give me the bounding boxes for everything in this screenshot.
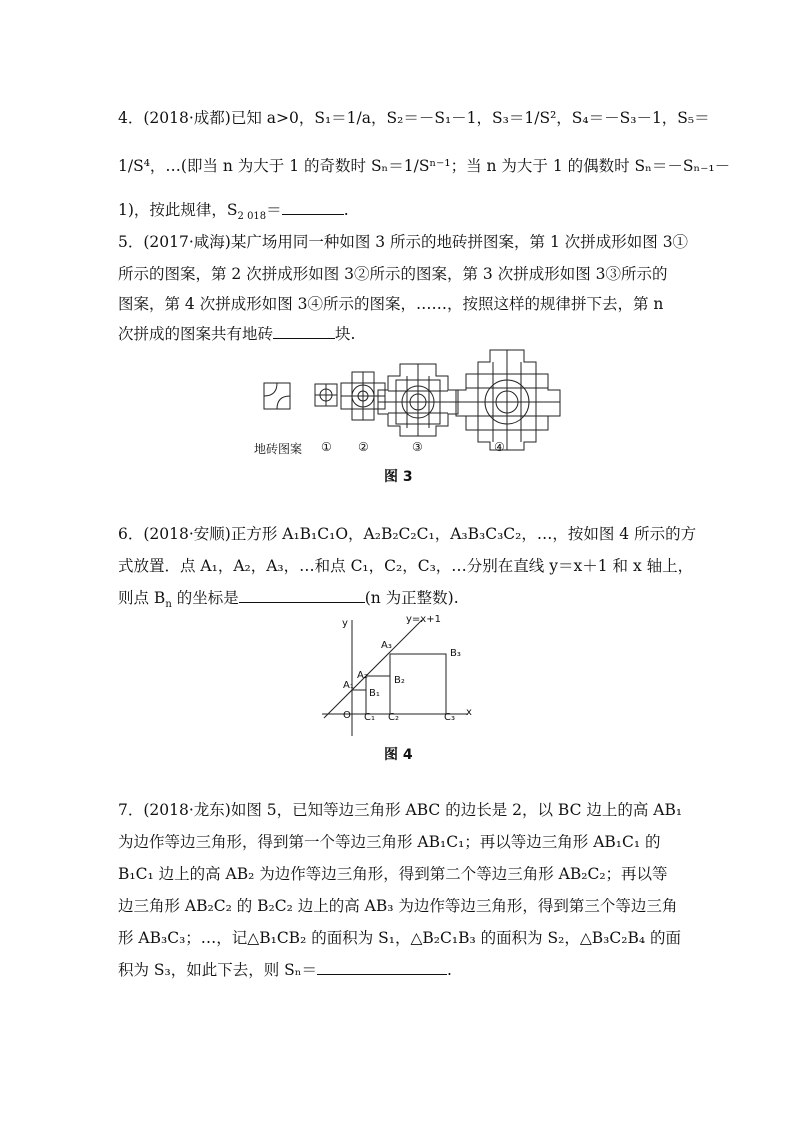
fig4-C3: C₃ [444,712,455,723]
q4-period: . [343,201,349,219]
fig4-line-label: y=x+1 [406,614,441,625]
fig4-x-label: x [466,707,472,718]
square-1 [352,690,366,714]
fig3-label-4: ④ [494,440,505,454]
q5-line-4-suffix: 块. [335,325,356,343]
q6-line-3-mid: 的坐标是 [171,589,239,607]
q5-line-4 [118,324,355,344]
q4-line-2: 1/S⁴，…(即当 n 为大于 1 的奇数时 Sₙ＝1/Sⁿ⁻¹；当 n 为大于 1 的偶数时 Sₙ＝－Sₙ₋₁－ [118,157,731,175]
q4-line-1: 4．(2018·成都)已知 a>0，S₁＝1/a，S₂＝－S₁－1，S₃＝1/S²，S₄＝－S₃－1，S₅＝ [118,109,710,127]
figure-3-tile-patterns [0,350,794,440]
q5-line-1: 5．(2017·咸海)某广场用同一种如图 3 所示的地砖拼图案，第 1 次拼成形如图 3① [118,233,689,251]
fig3-label-tile: 地砖图案 [254,442,303,456]
q6-line-3-suffix: (n 为正整数). [364,589,459,607]
pattern-4 [456,350,560,450]
fig4-A1: A₁ [343,680,354,691]
fig4-B1: B₁ [369,688,380,699]
q7-line-6-prefix: 积为 S₃，如此下去，则 Sₙ＝ [118,961,318,979]
fig4-B3: B₃ [450,648,461,659]
q7-line-4: 边三角形 AB₂C₂ 的 B₂C₂ 边上的高 AB₃ 为边作等边三角形，得到第三个等边三角 [118,897,678,915]
q7-line-6 [118,960,452,980]
q7-answer-blank [317,960,447,975]
fig4-caption: 图 4 [384,747,413,763]
fig3-label-3: ③ [412,440,423,454]
fig4-C1: C₁ [364,712,375,723]
q7-period: . [447,961,452,979]
q4-line-3 [118,200,349,227]
fig4-O: O [343,710,351,721]
q5-answer-blank [273,324,335,339]
fig3-label-1: ① [321,440,332,454]
q4-answer-blank [282,200,344,215]
fig4-A2: A₂ [357,670,368,681]
q6-line-1: 6．(2018·安顺)正方形 A₁B₁C₁O，A₂B₂C₂C₁，A₃B₃C₃C₂，…，按如图 4 所示的方 [118,525,697,543]
q6-line-3 [118,588,459,615]
q7-line-1: 7．(2018·龙东)如图 5，已知等边三角形 ABC 的边长是 2，以 BC 边上的高 AB₁ [118,801,683,819]
fig4-A3: A₃ [381,640,392,651]
q7-line-2: 为边作等边三角形，得到第一个等边三角形 AB₁C₁；再以等边三角形 AB₁C₁ 的 [118,833,661,851]
q6-line-2: 式放置．点 A₁，A₂，A₃，…和点 C₁，C₂，C₃，…分别在直线 y＝x＋1 和 x 轴上， [118,557,694,575]
tile-unit [264,383,290,409]
q6-answer-blank [239,588,365,603]
q4-subscript: 2 018 [237,211,267,223]
q5-line-3: 图案，第 4 次拼成形如图 3④所示的图案，……，按照这样的规律拼下去，第 n [118,295,664,313]
q4-line-3-prefix: 1)，按此规律，S [118,201,238,219]
line-y-eq-x-plus-1 [324,620,422,718]
pattern-3 [378,364,458,436]
fig4-C2: C₂ [388,712,399,723]
q6-line-3-prefix: 则点 B [118,589,166,607]
fig3-label-2: ② [358,440,369,454]
fig4-y-label: y [342,618,348,629]
fig3-caption: 图 3 [384,469,413,485]
fig4-B2: B₂ [394,675,405,686]
q6-subscript: n [165,599,172,611]
q5-line-2: 所示的图案，第 2 次拼成形如图 3②所示的图案，第 3 次拼成形如图 3③所示的 [118,265,668,283]
q5-line-4-prefix: 次拼成的图案共有地砖 [118,325,274,343]
q4-equals: ＝ [266,201,282,219]
q7-line-3: B₁C₁ 边上的高 AB₂ 为边作等边三角形，得到第二个等边三角形 AB₂C₂；再以等 [118,865,668,883]
pattern-1 [315,384,337,406]
q7-line-5: 形 AB₃C₃；…，记△B₁CB₂ 的面积为 S₁，△B₂C₁B₃ 的面积为 S₂，△B₃C₂B₄ 的面 [118,929,681,947]
